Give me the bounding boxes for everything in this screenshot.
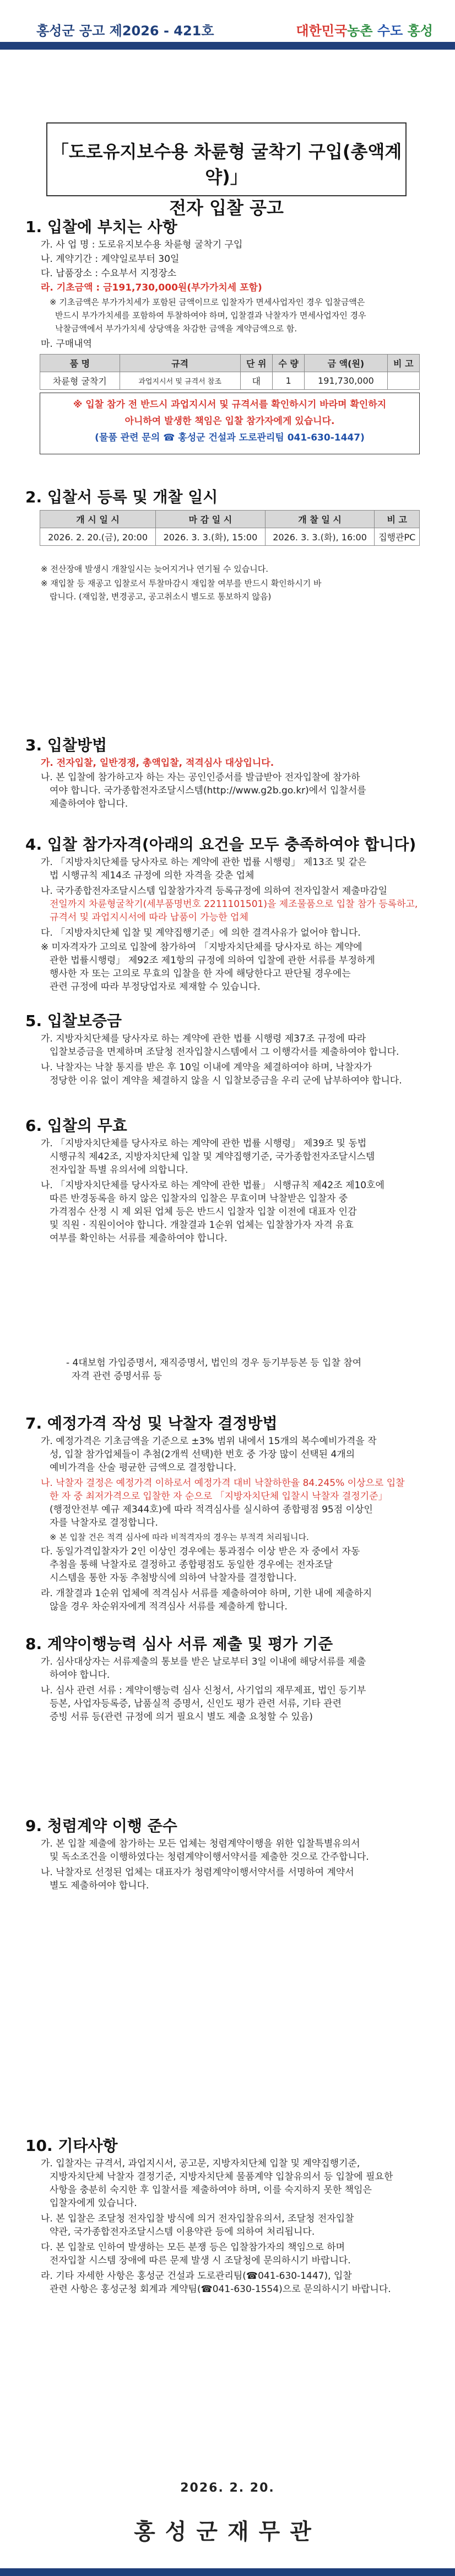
s8-b3: 증빙 서류 등(관련 규정에 의거 필요시 별도 제출 요청할 수 있음) — [50, 1711, 313, 1722]
col-unit: 단 위 — [240, 355, 272, 372]
col-note: 비 고 — [387, 355, 419, 372]
s7-d2: 않을 경우 차순위자에게 적격심사 서류를 제출하게 합니다. — [50, 1601, 288, 1612]
s1-b: 나. 계약기간 : 계약일로부터 30일 — [41, 254, 180, 265]
s7-a3: 예비가격을 산술 평균한 금액으로 결정합니다. — [50, 1462, 237, 1473]
s6-a3: 전자입찰 특별 유의서에 의합니다. — [50, 1164, 188, 1176]
cell-bid-open: 2026. 3. 3.(화), 16:00 — [265, 528, 375, 546]
s8-b1: 나. 심사 관련 서류 : 계약이행능력 심사 신청서, 사기업의 재무제표, 법인 등기부 — [41, 1685, 366, 1696]
s7-c1: 다. 동일가격입찰자가 2인 이상인 경우에는 통과점수 이상 받은 자 중에서 자동 — [41, 1546, 360, 1557]
cell-unit: 대 — [240, 372, 272, 390]
s1-e: 마. 구매내역 — [41, 339, 92, 350]
purchase-table — [40, 354, 420, 390]
s4-b2: 전일까지 차륜형굴착기(세부품명번호 2211101501)을 제조물품으로 입찰 참가 등록하고, — [50, 899, 418, 910]
s6-a1: 가. 「지방자치단체를 당사자로 하는 계약에 관한 법률 시행령」 제39조 및 동법 — [41, 1138, 367, 1149]
section-9-heading: 9. 청렴계약 이행 준수 — [25, 1817, 177, 1835]
col-qty: 수 량 — [272, 355, 304, 372]
s10-c1: 다. 본 입찰로 인하여 발생하는 모든 분쟁 등은 입찰참가자의 책임으로 하며 — [41, 2242, 345, 2253]
cell-amount: 191,730,000 — [305, 372, 387, 390]
s7-b2: 한 자 중 최저가격으로 입찰한 자 순으로 「지방자치단체 입찰시 낙찰자 결정기준」 — [50, 1491, 388, 1502]
s1-a: 가. 사 업 명 : 도로유지보수용 차륜형 굴착기 구입 — [41, 239, 243, 250]
section-2-heading: 2. 입찰서 등록 및 개찰 일시 — [25, 488, 218, 506]
s6-b1: 나. 「지방자치단체를 당사자로 하는 계약에 관한 법률」 시행규칙 제42조 제10호에 — [41, 1180, 384, 1191]
s10-b2: 약관, 국가종합전자조달시스템 이용약관 등에 의하여 처리됩니다. — [50, 2226, 315, 2237]
s2-note1: ※ 전산장애 발생시 개찰일시는 늦어지거나 연기될 수 있습니다. — [41, 564, 268, 574]
caution-line3: (물품 관련 문의 ☎ 홍성군 건설과 도로관리팀 041-630-1447) — [95, 432, 365, 443]
s10-a1: 가. 입찰자는 규격서, 과업지시서, 공고문, 지방자치단체 입찰 및 계약집행기준, — [41, 2158, 360, 2169]
cell-spec: 과업지시서 및 규격서 참조 — [120, 372, 240, 390]
s10-a4: 입찰자에게 있습니다. — [50, 2198, 137, 2209]
s7-b3: (행정안전부 예규 제344호)에 따라 적격심사를 실시하여 종합평점 95점 이상인 — [50, 1504, 373, 1515]
s6-c2: 자격 관련 증명서류 등 — [72, 1371, 162, 1382]
cell-remark: 집행관PC — [375, 528, 420, 546]
s7-a1: 가. 예정가격은 기초금액을 기준으로 ±3% 범위 내에서 15개의 복수예비가격을 작 — [41, 1436, 377, 1447]
caution-box — [40, 393, 420, 454]
section-4-heading: 4. 입찰 참가자격(아래의 요건을 모두 충족하여야 합니다) — [25, 835, 416, 854]
col-remark: 비 고 — [375, 511, 420, 528]
col-bid-open: 개 찰 일 시 — [265, 511, 375, 528]
col-open: 개 시 일 시 — [40, 511, 156, 528]
s7-b5: ※ 본 입찰 건은 적격 심사에 따라 비적격자의 경우는 부적격 처리됩니다. — [50, 1532, 309, 1542]
s1-d: 라. 기초금액 : 금191,730,000원(부가가치세 포함) — [41, 282, 262, 293]
s6-b4: 및 직원 · 직원이어야 합니다. 개찰결과 1순위 업체는 입찰참가자 자격 유효 — [50, 1220, 354, 1231]
s4-b3: 규격서 및 과업지시서에 따라 납품이 가능한 업체 — [50, 912, 248, 923]
s9-a2: 및 독소조건을 이행하였다는 청렴계약이행서약서를 제출한 것으로 간주합니다. — [50, 1852, 369, 1863]
s6-b2: 따른 반경동록을 하지 않은 입찰자의 입찰은 무효이며 낙찰받은 입찰자 중 — [50, 1193, 348, 1204]
s4-d4: 관련 규정에 따라 부정당업자로 제재할 수 있습니다. — [50, 981, 261, 992]
cell-qty: 1 — [272, 372, 304, 390]
s1-note1: ※ 기초금액은 부가가치세가 포함된 금액이므로 입찰자가 면세사업자인 경우 입찰금액은 — [50, 297, 365, 307]
s10-d2: 관련 사항은 홍성군청 회계과 계약팀(☎041-630-1554)으로 문의하시기 바랍니다. — [50, 2284, 391, 2295]
s4-b1: 나. 국가종합전자조달시스템 입찰참가자격 등록규정에 의하여 전자입찰서 제출마감일 — [41, 886, 388, 897]
s10-a2: 지방자치단체 낙찰자 결정기준, 지방자치단체 물품계약 입찰유의서 등 입찰에 필요한 — [50, 2171, 393, 2182]
header-divider — [0, 42, 455, 50]
section-6-heading: 6. 입찰의 무효 — [25, 1117, 127, 1135]
s7-b1: 나. 낙찰자 결정은 예정가격 이하로서 예정가격 대비 낙찰하한율 84.245% 이상으로 입찰 — [41, 1478, 405, 1489]
s4-d3: 행사한 자 또는 고의로 무효의 입찰을 한 자에 해당한다고 판단될 경우에는 — [50, 968, 351, 979]
col-spec: 규격 — [120, 355, 240, 372]
announcement-title-box — [46, 122, 407, 218]
s4-a2: 법 시행규칙 제14조 규정에 의한 자격을 갖춘 업체 — [50, 870, 254, 881]
s7-b4: 자를 낙찰자로 결정합니다. — [50, 1517, 158, 1528]
s8-a1: 가. 심사대상자는 서류제출의 통보를 받은 날로부터 3일 이내에 해당서류를 제출 — [41, 1656, 366, 1667]
s5-b2: 정당한 이유 없이 계약을 체결하지 않을 시 입찰보증금을 우리 군에 납부하여야 합니다. — [50, 1075, 402, 1086]
cell-note — [387, 372, 419, 390]
s10-b1: 나. 본 입찰은 조달청 전자입찰 방식에 의거 전자입찰유의서, 조달청 전자입찰 — [41, 2213, 354, 2224]
s2-note3: 랍니다. (재입찰, 변경공고, 공고취소시 별도로 통보하지 않음) — [50, 592, 272, 602]
cell-open: 2026. 2. 20.(금), 20:00 — [40, 528, 156, 546]
s7-d1: 라. 개찰결과 1순위 업체에 적격심사 서류를 제출하여야 하며, 기한 내에 제출하지 — [41, 1588, 372, 1599]
s5-a1: 가. 지방자치단체를 당사자로 하는 계약에 관한 법률 시행령 제37조 규정에 따라 — [41, 1033, 366, 1044]
notice-number: 홍성군 공고 제2026 - 421호 — [36, 23, 214, 39]
s8-a2: 하여야 합니다. — [50, 1670, 110, 1681]
s3-a: 가. 전자입찰, 일반경쟁, 총액입찰, 적격심사 대상입니다. — [41, 758, 274, 769]
announcement-date: 2026. 2. 20. — [180, 2481, 275, 2495]
schedule-table — [40, 510, 420, 546]
section-5-heading: 5. 입찰보증금 — [25, 1012, 122, 1030]
section-10-heading: 10. 기타사항 — [25, 2137, 118, 2155]
s4-d1: ※ 미자격자가 고의로 입찰에 참가하여 「지방자치단체를 당사자로 하는 계약에 — [41, 942, 362, 953]
s7-c3: 시스템을 통한 자동 추첨방식에 의하여 낙찰자를 결정합니다. — [50, 1573, 297, 1584]
section-8-heading: 8. 계약이행능력 심사 서류 제출 및 평가 기준 — [25, 1635, 333, 1653]
s9-a1: 가. 본 입찰 제출에 참가하는 모든 업체는 청렴계약이행을 위한 입찰특별유의서 — [41, 1838, 360, 1849]
s8-b2: 등본, 사업자등록증, 납품실적 증명서, 신인도 평가 관련 서류, 기타 관련 — [50, 1698, 342, 1709]
s4-d2: 관한 법률시행령」 제92조 제1항의 규정에 의하여 입찰에 관한 서류를 부정하게 — [50, 955, 375, 966]
s10-a3: 사항을 충분히 숙지한 후 입찰서를 제출하여야 하며, 이를 숙지하지 못한 책임은 — [50, 2185, 372, 2196]
s7-a2: 성, 입찰 참가업체들이 추첨(2개씩 선택)한 번호 중 가장 많이 선택된 4개의 — [50, 1449, 355, 1460]
cell-item: 차륜형 굴착기 — [40, 372, 120, 390]
s4-a1: 가. 「지방자치단체를 당사자로 하는 계약에 관한 법률 시행령」 제13조 및 같은 — [41, 857, 367, 868]
cell-close: 2026. 3. 3.(화), 15:00 — [156, 528, 266, 546]
s6-a2: 시행규칙 제42조, 지방자치단체 입찰 및 계약집행기준, 국가종합전자조달시스템 — [50, 1151, 375, 1162]
s7-c2: 추첨을 통해 낙찰자로 결정하고 종합평점도 동일한 경우에는 전자조달 — [50, 1559, 333, 1570]
col-item: 품 명 — [40, 355, 120, 372]
s5-a2: 입찰보증금을 면제하며 조달청 전자입찰시스템에서 그 이행각서를 제출하여야 합니다. — [50, 1046, 399, 1058]
s3-b2: 여야 합니다. 국가종합전자조달시스템(http://www.g2b.go.kr)에서 입찰서를 — [50, 785, 366, 796]
s10-c2: 전자입찰 시스템 장애에 따른 문제 발생 시 조달청에 문의하시기 바랍니다. — [50, 2255, 351, 2266]
s3-b3: 제출하여야 합니다. — [50, 798, 128, 809]
s2-note2: ※ 재입찰 등 재공고 입찰로서 투찰마감시 재입찰 여부를 반드시 확인하시기 바 — [41, 578, 322, 588]
s6-c1: - 4대보험 가입증명서, 재직증명서, 법인의 경우 등기부등본 등 입찰 참여 — [66, 1357, 362, 1368]
issuing-authority: 홍성군재무관 — [134, 2519, 321, 2545]
title-line2: 전자 입찰 공고 — [169, 197, 284, 218]
s4-c: 다. 「지방자치단체 입찰 및 계약집행기준」에 의한 결격사유가 없어야 합니다. — [41, 927, 361, 938]
s9-b1: 나. 낙찰자로 선정된 업체는 대표자가 청렴계약이행서약서를 서명하여 계약서 — [41, 1867, 354, 1878]
footer-divider — [0, 2568, 455, 2576]
section-7-heading: 7. 예정가격 작성 및 낙찰자 결정방법 — [25, 1414, 278, 1432]
s9-b2: 별도 제출하여야 합니다. — [50, 1880, 149, 1891]
caution-line1: ※ 입찰 참가 전 반드시 과업지시서 및 규격서를 확인하시기 바라며 확인하지 — [73, 399, 387, 410]
s5-b1: 나. 낙찰자는 낙찰 통지를 받은 후 10일 이내에 계약을 체결하여야 하며, 낙찰자가 — [41, 1062, 372, 1073]
section-1-heading: 1. 입찰에 부치는 사항 — [25, 218, 177, 236]
s1-c: 다. 납품장소 : 수요부서 지정장소 — [41, 268, 177, 279]
caution-line2: 아니하여 발생한 책임은 입찰 참가자에게 있습니다. — [124, 416, 335, 427]
title-line1: 「도로유지보수용 차륜형 굴착기 구입(총액계약)」 — [51, 141, 402, 187]
col-close: 마 감 일 시 — [156, 511, 266, 528]
col-amount: 금 액(원) — [305, 355, 387, 372]
section-3-heading: 3. 입찰방법 — [25, 736, 107, 754]
s1-note3: 낙찰금액에서 부가가치세 상당액을 차감한 금액을 계약금액으로 함. — [55, 324, 297, 334]
s3-b1: 나. 본 입찰에 참가하고자 하는 자는 공인인증서를 발급받아 전자입찰에 참가하 — [41, 772, 360, 783]
county-slogan-logo: 대한민국농촌 수도 홍성 — [296, 23, 433, 39]
s6-b5: 여부를 확인하는 서류를 제출하여야 합니다. — [50, 1233, 228, 1244]
s10-d1: 라. 기타 자세한 사항은 홍성군 건설과 도로관리팀(☎041-630-1447), 입찰 — [41, 2271, 352, 2282]
s6-b3: 가격점수 산정 시 제 외된 업체 등은 반드시 입찰자 입찰 이전에 대표자 인감 — [50, 1206, 357, 1217]
s1-note2: 반드시 부가가치세를 포함하여 투찰하여야 하며, 입찰결과 낙찰자가 면세사업자인 경우 — [55, 310, 366, 320]
